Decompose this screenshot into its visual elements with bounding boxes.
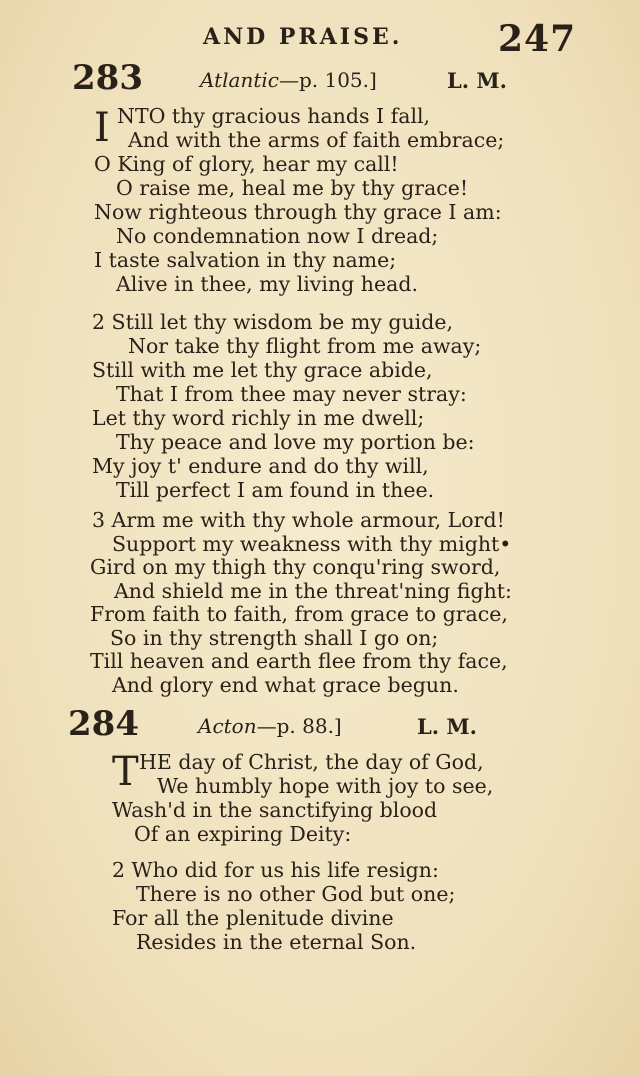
verse-line: 2 Who did for us his life resign:	[112, 858, 439, 882]
verse-line: My joy t' endure and do thy will,	[92, 454, 429, 478]
verse-line: Till heaven and earth flee from thy face,	[90, 649, 508, 673]
hymn-header-284	[0, 704, 640, 744]
verse-line: Alive in thee, my living head.	[116, 272, 418, 296]
verse-line: I taste salvation in thy name;	[94, 248, 397, 272]
meter: L. M.	[417, 714, 477, 739]
verse-line: Nor take thy flight from me away;	[128, 334, 482, 358]
verse-line: Now righteous through thy grace I am:	[94, 200, 502, 224]
verse-line: O raise me, heal me by thy grace!	[116, 176, 469, 200]
running-title: AND PRAISE.	[203, 24, 403, 50]
verse-line: Wash'd in the sanctifying blood	[112, 798, 438, 822]
verse-line: Still with me let thy grace abide,	[92, 358, 433, 382]
drop-cap: I	[94, 105, 110, 151]
tune-name: Atlantic	[200, 68, 279, 92]
verse-line: No condemnation now I dread;	[116, 224, 439, 248]
verse-line: For all the plenitude divine	[112, 906, 394, 930]
hymn-number: 283	[72, 58, 143, 98]
verse-line: That I from thee may never stray:	[116, 382, 467, 406]
verse-line: Support my weakness with thy might•	[112, 532, 512, 556]
verse-line: Thy peace and love my portion be:	[116, 430, 475, 454]
hymn-header-283	[0, 58, 640, 98]
verse-line: Of an expiring Deity:	[134, 822, 352, 846]
verse-line: 2 Still let thy wisdom be my guide,	[92, 310, 454, 334]
verse-line: From faith to faith, from grace to grace,	[90, 602, 508, 626]
verse-line: HE day of Christ, the day of God,	[139, 750, 484, 774]
verse-line: Resides in the eternal Son.	[136, 930, 417, 954]
tune-name: Acton	[198, 714, 257, 738]
meter: L. M.	[447, 68, 507, 93]
drop-cap: T	[112, 749, 139, 795]
verse-line: And glory end what grace begun.	[112, 673, 459, 697]
tune-reference	[200, 68, 377, 92]
verse-line: There is no other God but one;	[136, 882, 456, 906]
verse-line: Gird on my thigh thy conqu'ring sword,	[90, 555, 501, 579]
verse-line: And shield me in the threat'ning fight:	[114, 579, 512, 603]
verse-line: And with the arms of faith embrace;	[128, 128, 505, 152]
tune-reference	[198, 714, 342, 738]
verse-line: We humbly hope with joy to see,	[157, 774, 494, 798]
verse-line: Till perfect I am found in thee.	[116, 478, 435, 502]
hymn-number: 284	[68, 704, 139, 744]
tune-page-ref: —p. 88.]	[256, 714, 342, 738]
verse-line: 3 Arm me with thy whole armour, Lord!	[92, 508, 505, 532]
verse-line: Let thy word richly in me dwell;	[92, 406, 425, 430]
tune-page-ref: —p. 105.]	[278, 68, 377, 92]
verse-line: NTO thy gracious hands I fall,	[117, 104, 431, 128]
verse-line: O King of glory, hear my call!	[94, 152, 399, 176]
page-number: 247	[498, 18, 577, 60]
running-head	[0, 18, 640, 58]
verse-line: So in thy strength shall I go on;	[110, 626, 439, 650]
